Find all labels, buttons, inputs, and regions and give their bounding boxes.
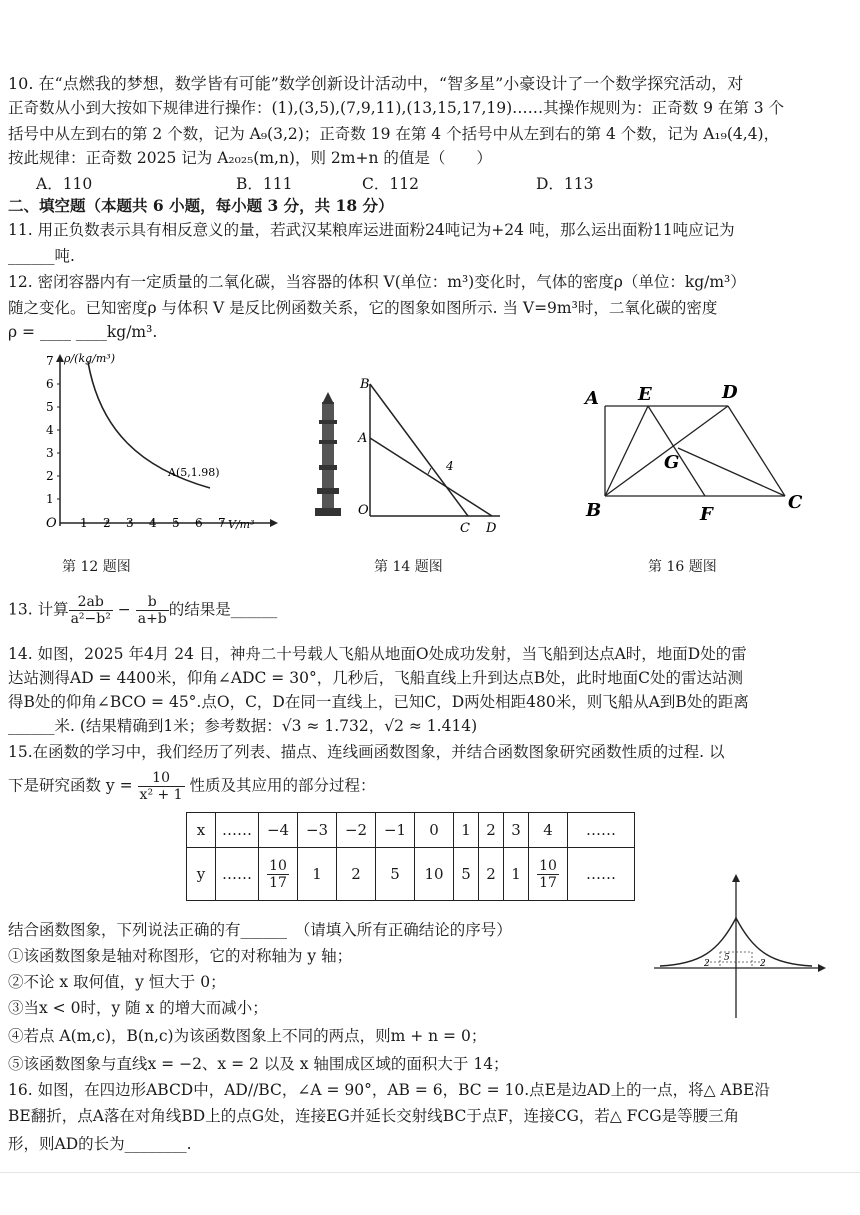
fig12-x-tick-6: 6	[195, 516, 203, 530]
q15-value-table	[186, 812, 635, 901]
table-x-cell: 2	[479, 813, 504, 848]
q15-statement-2: ②不论 x 取何值，y 恒大于 0；	[8, 973, 226, 991]
table-y-cell: 10	[415, 848, 454, 901]
q13-f1-num: 2ab	[69, 594, 113, 611]
fig12-y-tick-5: 5	[46, 400, 54, 414]
table-x-cell: −3	[298, 813, 337, 848]
q14-line1: 14. 如图，2025 年4月 24 日，神舟二十号载人飞船从地面O处成功发射，当飞船到达点A时，地面D处的雷	[8, 645, 747, 663]
q15-line1: 15.在函数的学习中，我们经历了列表、描点、连线画函数图象，并结合函数图象研究函数性质的过程. 以	[8, 743, 725, 761]
table-x-cell: −2	[337, 813, 376, 848]
q15-prompt: 结合函数图象，下列说法正确的有______ （请填入所有正确结论的序号）	[8, 921, 512, 939]
table-row	[187, 813, 635, 848]
table-y-cell: 2	[337, 848, 376, 901]
fig14-label-o: O	[358, 503, 369, 518]
q15-statement-4: ④若点 A(m,c)，B(n,c)为该函数图象上不同的两点，则m + n = 0；	[8, 1027, 487, 1045]
fig16-caption: 第 16 题图	[648, 559, 717, 575]
q13-f2-den: a+b	[137, 611, 167, 627]
table-y-cell: ……	[568, 848, 635, 901]
q15-statement-3: ③当x < 0时，y 随 x 的增大而减小；	[8, 999, 268, 1017]
q12-line2: 随之变化。已知密度ρ 与体积 V 是反比例函数关系，它的图象如图所示. 当 V=9m³时，二氧化碳的密度	[8, 299, 718, 317]
q13-suffix: 的结果是______	[168, 600, 278, 619]
table-y-cell	[259, 848, 298, 901]
q10-line2: 正奇数从小到大按如下规律进行操作：(1),(3,5),(7,9,11),(13,15,17,19)……其操作规则为：正奇数 9 在第 3 个	[8, 99, 785, 117]
q15-function-fraction	[138, 770, 185, 803]
q13-line	[8, 594, 277, 627]
q11-line1: 11. 用正负数表示具有相反意义的量，若武汉某粮库运进面粉24吨记为+24 吨，那么运出面粉11吨应记为	[8, 221, 735, 239]
fig12-origin: O	[46, 516, 57, 531]
q15-line2	[8, 770, 376, 803]
fig14-label-b: B	[360, 377, 370, 392]
q14-line2: 达站测得AD = 4400米，仰角∠ADC = 30°，几秒后，飞船直线上升到达点B处，此时地面C处的雷达站测	[8, 669, 743, 687]
q13-minus: −	[117, 600, 131, 619]
q10-option-d: D．113	[536, 175, 594, 193]
fig12-y-tick-6: 6	[46, 377, 54, 391]
table-y-cell	[529, 848, 568, 901]
fig12-x-axis-label: V/m³	[228, 518, 255, 531]
fig12-x-tick-5: 5	[172, 516, 180, 530]
graph-label-2-right: 2	[760, 959, 766, 969]
fig12-y-axis-label: ρ/(kg/m³)	[64, 352, 116, 365]
fig16-label-b: B	[586, 500, 602, 521]
table-y-label: y	[187, 848, 216, 901]
q15-f-num: 10	[138, 770, 185, 787]
table-x-cell: ……	[216, 813, 259, 848]
fig14-label-4: 4	[446, 459, 454, 473]
q13-prefix: 13. 计算	[8, 600, 69, 619]
fig12-y-tick-1: 1	[46, 492, 54, 506]
graph-label-5: 5	[724, 953, 730, 963]
fig16-label-a: A	[585, 388, 599, 409]
fig16-label-e: E	[638, 384, 652, 405]
q13-fraction-1	[69, 594, 113, 627]
q14-line3: 得B处的仰角∠BCO = 45°.点O，C，D在同一直线上，已知C，D两处相距480米，则飞船从A到B处的距离	[8, 693, 749, 711]
section-heading: 二、填空题（本题共 6 小题，每小题 3 分，共 18 分）	[8, 196, 394, 215]
fig16-label-g: G	[664, 452, 680, 473]
figure-12-graph	[30, 350, 290, 535]
table-x-label: x	[187, 813, 216, 848]
fig12-caption: 第 12 题图	[62, 559, 131, 575]
fig12-x-tick-1: 1	[80, 516, 88, 530]
figure-16-diagram	[580, 378, 810, 528]
q13-f1-den: a²−b²	[70, 611, 111, 627]
q10-line3: 括号中从左到右的第 2 个数，记为 A₉(3,2)；正奇数 19 在第 4 个括号中从左到右的第 4 个数，记为 A₁₉(4,4)，	[8, 125, 780, 143]
q12-line3: ρ = ____ ____kg/m³.	[8, 323, 158, 341]
fig12-y-tick-7: 7	[46, 354, 54, 368]
q15-statement-1: ①该函数图象是轴对称图形，它的对称轴为 y 轴；	[8, 947, 353, 965]
q16-line2: BE翻折，点A落在对角线BD上的点G处，连接EG并延长交射线BC于点F，连接CG，若△ FCG是等腰三角	[8, 1107, 740, 1125]
q10-line4: 按此规律：正奇数 2025 记为 A₂₀₂₅(m,n)，则 2m+n 的值是（ ）	[8, 149, 492, 167]
table-x-cell: 0	[415, 813, 454, 848]
figure-14-diagram	[300, 370, 520, 540]
q16-line1: 16. 如图，在四边形ABCD中，AD//BC，∠A = 90°，AB = 6，BC = 10.点E是边AD上的一点，将△ ABE沿	[8, 1081, 770, 1099]
table-y-cell: 1	[504, 848, 529, 901]
q16-line3: 形，则AD的长为________.	[8, 1135, 192, 1153]
table-x-cell: 4	[529, 813, 568, 848]
q15-function-graph	[650, 872, 830, 1022]
graph-label-2-left: 2	[704, 959, 710, 969]
fig14-label-c: C	[460, 521, 470, 536]
fig16-label-d: D	[722, 382, 738, 403]
q15-line2-prefix: 下是研究函数 y =	[8, 776, 133, 795]
q12-line1: 12. 密闭容器内有一定质量的二氧化碳，当容器的体积 V(单位：m³)变化时，气体的密度ρ（单位：kg/m³）	[8, 273, 746, 291]
fig12-x-tick-4: 4	[149, 516, 157, 530]
q14-line4: ______米. (结果精确到1米；参考数据：√3 ≈ 1.732，√2 ≈ 1.414)	[8, 717, 478, 735]
fig12-y-tick-3: 3	[46, 446, 54, 460]
q13-f2-num: b	[136, 594, 169, 611]
fig12-y-tick-2: 2	[46, 469, 54, 483]
table-fraction: $\frac{10}{17}$	[539, 857, 557, 891]
fig12-x-tick-7: 7	[218, 516, 226, 530]
fig12-y-tick-4: 4	[46, 423, 54, 437]
table-y-cell: 5	[376, 848, 415, 901]
table-y-cell: ……	[216, 848, 259, 901]
q10-option-a: A．110	[36, 175, 93, 193]
table-y-cell: 2	[479, 848, 504, 901]
fig12-x-tick-2: 2	[103, 516, 111, 530]
fig16-label-c: C	[788, 492, 803, 513]
q15-statement-5: ⑤该函数图象与直线x = −2、x = 2 以及 x 轴围成区域的面积大于 14；	[8, 1055, 509, 1073]
fig14-caption: 第 14 题图	[374, 559, 443, 575]
table-y-cell: 5	[454, 848, 479, 901]
table-y-cell: 1	[298, 848, 337, 901]
rocket-icon	[315, 392, 341, 516]
page-bottom-divider	[0, 1172, 860, 1173]
q10-line1: 10. 在“点燃我的梦想，数学皆有可能”数学创新设计活动中，“智多星”小豪设计了一个数学探究活动，对	[8, 74, 744, 93]
table-row	[187, 848, 635, 901]
q15-f-den: x² + 1	[139, 787, 183, 803]
table-fraction: $\frac{10}{17}$	[269, 857, 287, 891]
table-x-cell: −1	[376, 813, 415, 848]
q11-line2: ______吨.	[8, 247, 75, 265]
table-x-cell: 3	[504, 813, 529, 848]
table-x-cell: ……	[568, 813, 635, 848]
table-x-cell: −4	[259, 813, 298, 848]
q13-fraction-2	[136, 594, 169, 627]
q10-option-c: C．112	[362, 175, 419, 193]
fig14-label-d: D	[486, 521, 497, 536]
fig12-point-label: A(5,1.98)	[168, 466, 220, 479]
fig12-x-tick-3: 3	[126, 516, 134, 530]
q10-option-b: B．111	[236, 175, 293, 193]
fig14-label-a: A	[358, 431, 368, 446]
fig16-label-f: F	[700, 504, 713, 525]
table-x-cell: 1	[454, 813, 479, 848]
q15-line2-suffix: 性质及其应用的部分过程：	[189, 776, 376, 795]
